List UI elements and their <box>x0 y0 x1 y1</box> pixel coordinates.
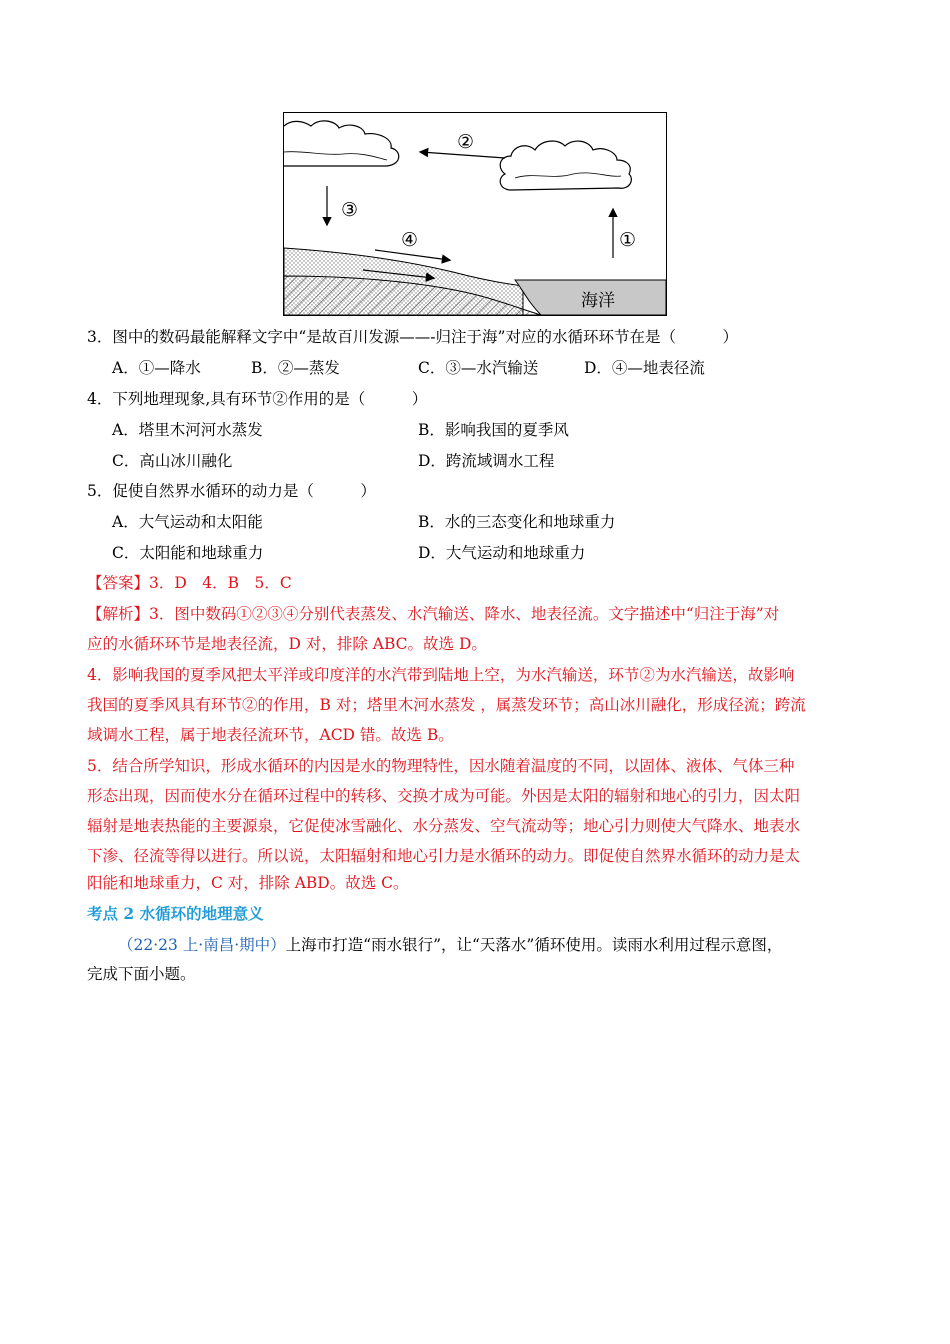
intro-line-2: 完成下面小题。 <box>87 965 196 983</box>
analysis-line-8: 辐射是地表热能的主要源泉，它促使冰雪融化、水分蒸发、空气流动等；地心引力则使大气降水、地表水 <box>87 817 801 835</box>
intro-line-1 <box>118 935 782 955</box>
label-sea: 海洋 <box>581 291 615 311</box>
q3-option-d: D．④—地表径流 <box>584 359 705 377</box>
label-circle-3: ③ <box>341 199 359 221</box>
water-cycle-svg <box>283 112 667 316</box>
q5-option-d: D．大气运动和地球重力 <box>418 544 586 562</box>
analysis-line-4: 我国的夏季风具有环节②的作用，B 对；塔里木河水蒸发 ，属蒸发环节；高山冰川融化，形成径流；跨流 <box>87 696 806 714</box>
water-cycle-diagram <box>283 112 667 316</box>
q5-stem: 5．促使自然界水循环的动力是（ ） <box>87 482 376 500</box>
analysis-line-5: 域调水工程，属于地表径流环节，ACD 错。故选 B。 <box>87 726 454 744</box>
q4-option-c: C．高山冰川融化 <box>112 452 233 470</box>
q3-option-c: C．③—水汽输送 <box>418 359 539 377</box>
q4-stem: 4．下列地理现象,具有环节②作用的是（ ） <box>87 390 428 408</box>
label-circle-4: ④ <box>401 229 419 251</box>
section-title: 考点 2 水循环的地理意义 <box>87 904 264 923</box>
q5-option-a: A．大气运动和太阳能 <box>112 513 263 531</box>
q3-option-b: B．②—蒸发 <box>251 359 340 377</box>
q4-option-a: A．塔里木河河水蒸发 <box>112 421 263 439</box>
q5-option-b: B．水的三态变化和地球重力 <box>418 513 616 531</box>
q5-option-c: C．太阳能和地球重力 <box>112 544 264 562</box>
analysis-line-2: 应的水循环环节是地表径流，D 对，排除 ABC。故选 D。 <box>87 635 487 653</box>
q3-stem: 3．图中的数码最能解释文字中“是故百川发源——-归注于海”对应的水循环环节在是（ ） <box>87 328 738 346</box>
intro-text-1: 上海市打造“雨水银行”，让“天落水”循环使用。读雨水利用过程示意图， <box>285 936 783 954</box>
label-circle-2: ② <box>457 131 475 153</box>
intro-source: （22·23 上·南昌·期中） <box>118 936 286 954</box>
q4-option-d: D．跨流域调水工程 <box>418 452 555 470</box>
label-circle-1: ① <box>619 229 637 251</box>
answer-line: 【答案】3．D 4．B 5．C <box>87 574 292 592</box>
q3-option-a: A．①—降水 <box>112 359 201 377</box>
analysis-line-10: 阳能和地球重力，C 对，排除 ABD。故选 C。 <box>87 874 409 892</box>
analysis-line-3: 4．影响我国的夏季风把太平洋或印度洋的水汽带到陆地上空，为水汽输送，环节②为水汽输送，故影响 <box>87 666 795 684</box>
analysis-line-7: 形态出现，因而使水分在循环过程中的转移、交换才成为可能。外因是太阳的辐射和地心的引力，因太阳 <box>87 787 801 805</box>
analysis-line-9: 下渗、径流等得以进行。所以说，太阳辐射和地心引力是水循环的动力。即促使自然界水循环的动力是太 <box>87 847 801 865</box>
analysis-line-1: 【解析】3．图中数码①②③④分别代表蒸发、水汽输送、降水、地表径流。文字描述中“归注于海”对 <box>87 605 780 623</box>
analysis-line-6: 5．结合所学知识，形成水循环的内因是水的物理特性，因水随着温度的不同，以固体、液体、气体三种 <box>87 757 795 775</box>
q4-option-b: B．影响我国的夏季风 <box>418 421 569 439</box>
